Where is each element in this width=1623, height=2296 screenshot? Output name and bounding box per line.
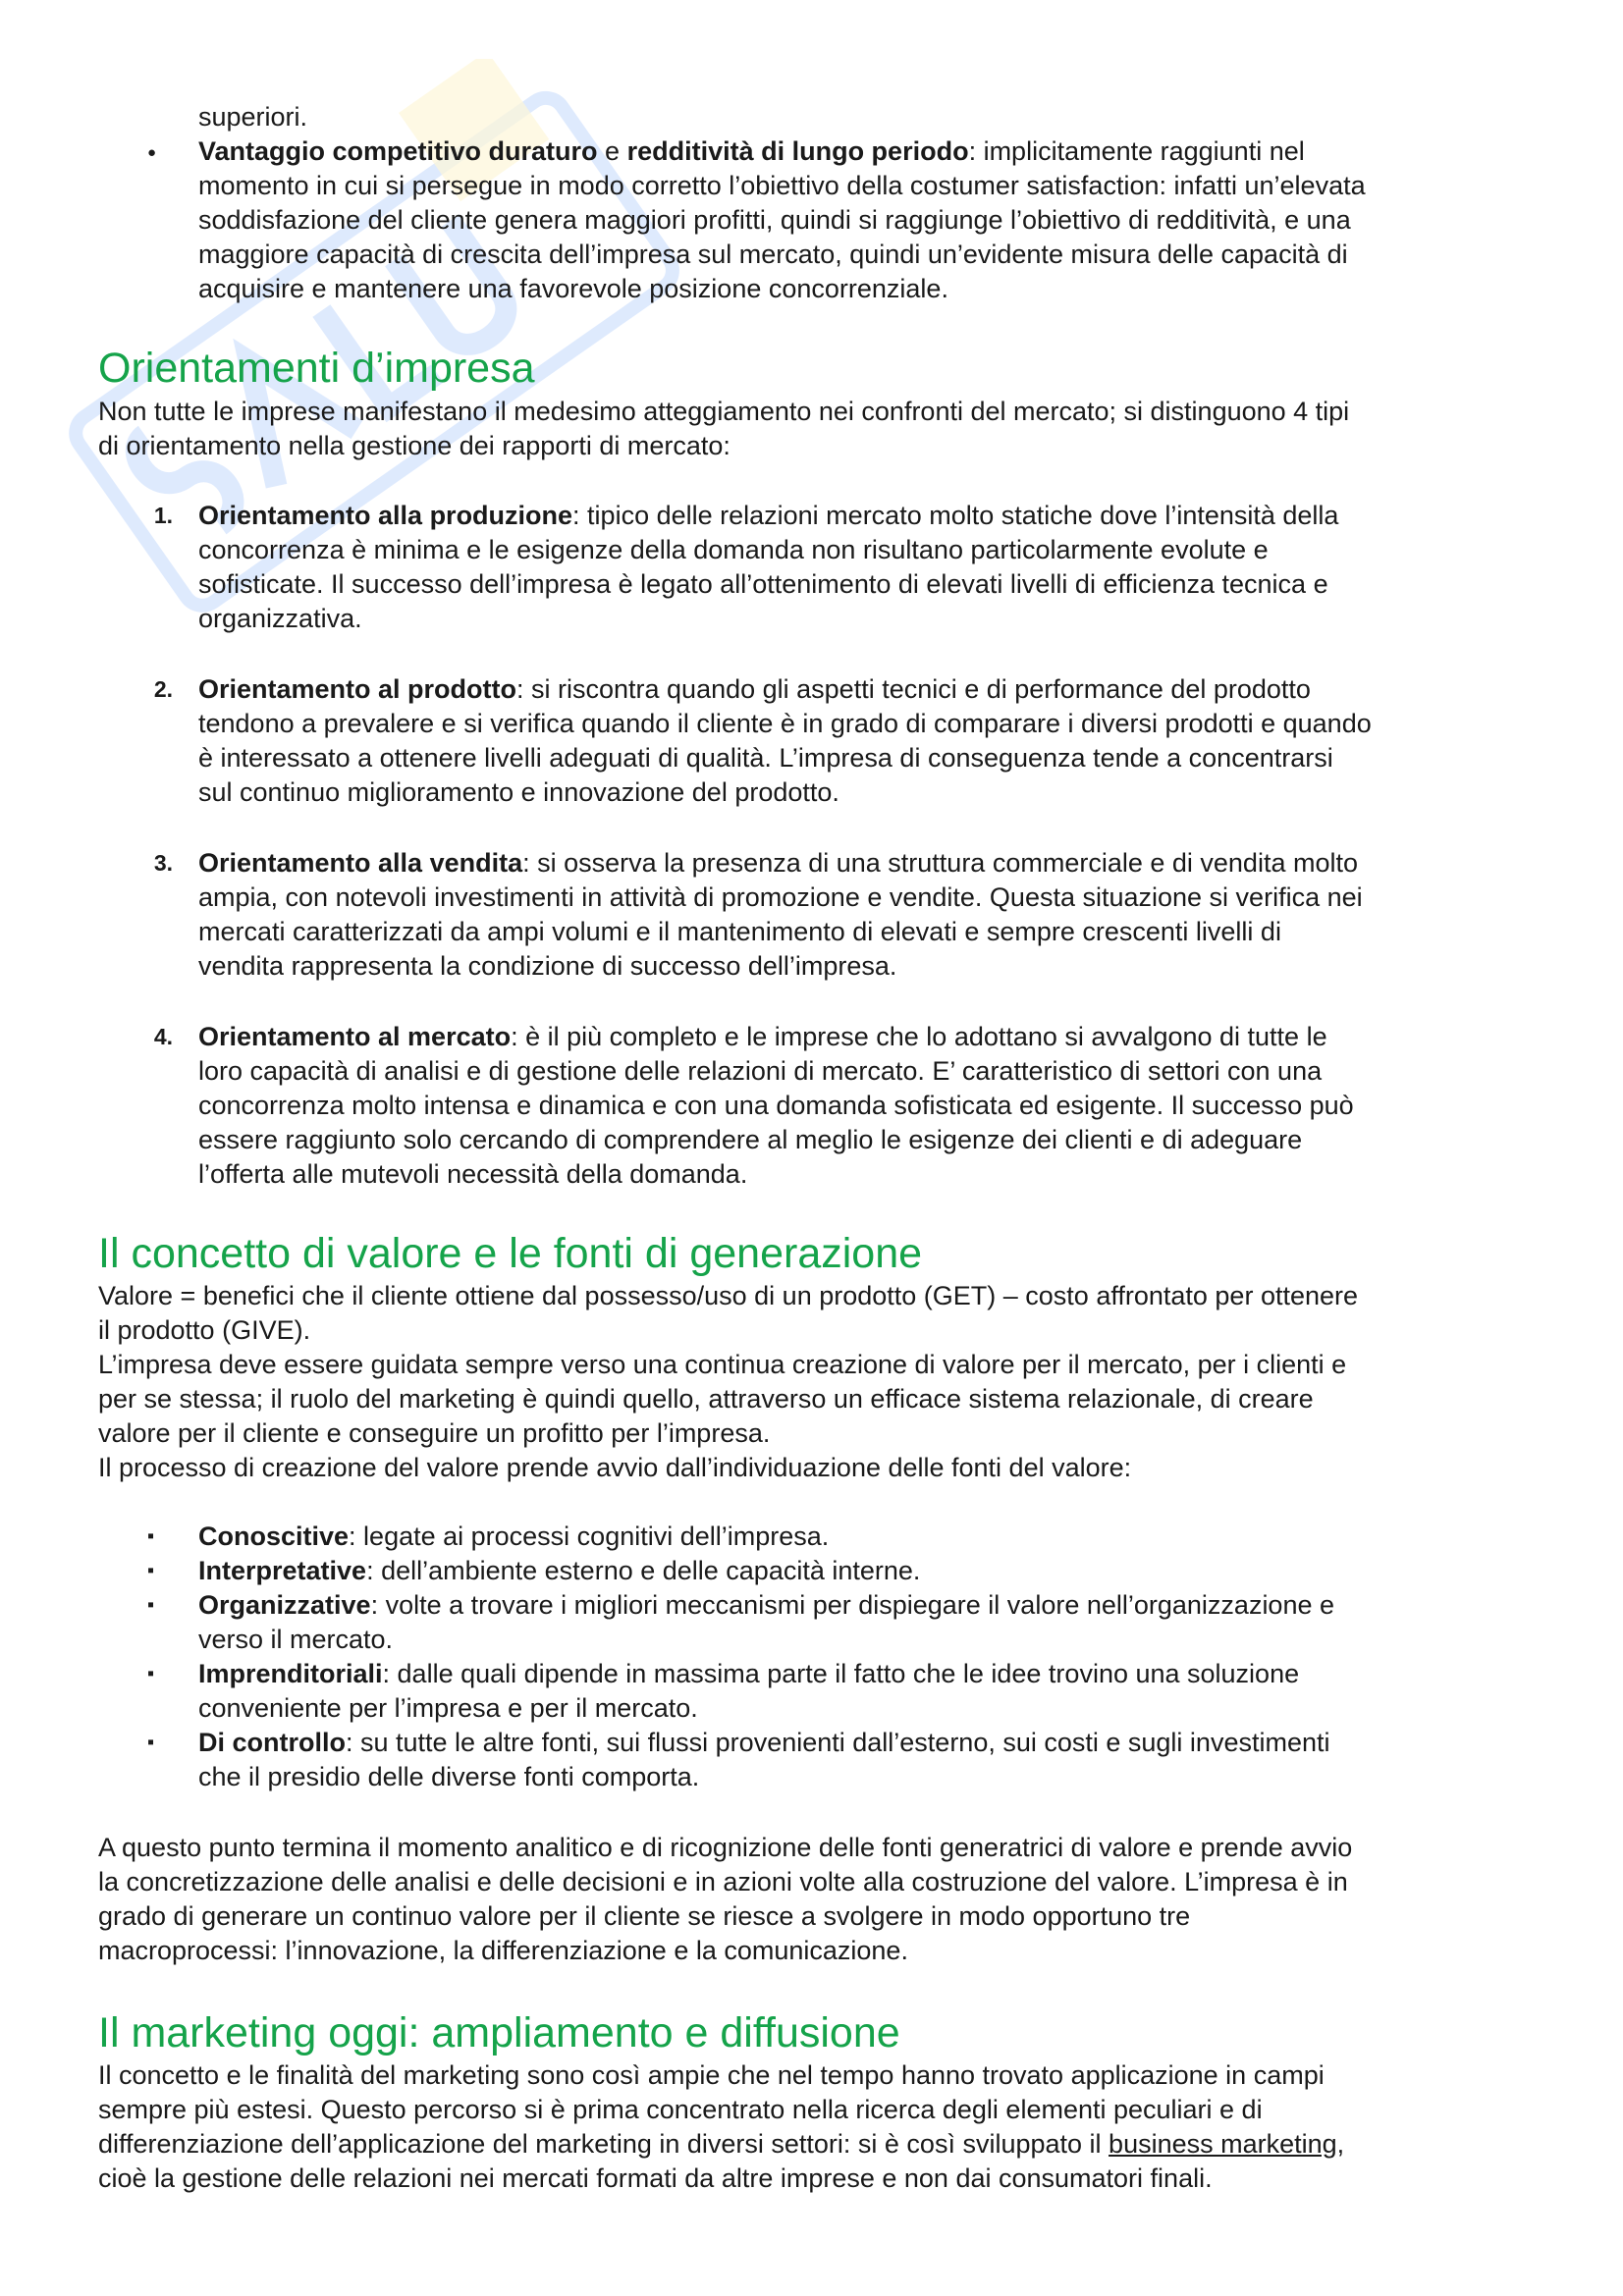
square-bullet: ▪ [147,1560,155,1581]
text-line: L’impresa deve essere guidata sempre verso una continua creazione di valore per il mercato, per i clienti e [98,1350,1347,1379]
bold-term: redditività di lungo periodo [626,136,969,166]
text-line: sempre più estesi. Questo percorso si è prima concentrato nella ricerca degli elementi peculiari e di [98,2095,1263,2124]
list-item [198,1020,1327,1054]
square-bullet: ▪ [147,1663,155,1684]
text-line: mercati caratterizzati da ampi volumi e il mantenimento di elevati e sempre crescenti livelli di [198,917,1281,946]
list-item [198,1657,1299,1691]
text: , [1336,2129,1345,2159]
section-heading: Il marketing oggi: ampliamento e diffusione [98,2009,900,2056]
text: : legate ai processi cognitivi dell’impresa. [349,1522,830,1551]
text: : è il più completo e le imprese che lo adottano si avvalgono di tutte le [511,1022,1327,1051]
text-line: la concretizzazione delle analisi e delle decisioni e in azioni volte alla costruzione del valore. L’impresa è in [98,1867,1348,1896]
text-line: concorrenza molto intensa e dinamica e con una domanda sofisticata ed esigente. Il successo può [198,1091,1354,1120]
list-number: 4. [153,1024,173,1049]
text: : implicitamente raggiunti nel [968,136,1305,166]
bold-term: Orientamento alla produzione [198,501,573,530]
text-line: soddisfazione del cliente genera maggiori profitti, quindi si raggiunge l’obiettivo di redditività, e una [198,205,1351,235]
text-line: Il concetto e le finalità del marketing sono così ampie che nel tempo hanno trovato applicazione in campi [98,2060,1325,2090]
list-item [198,672,1311,707]
bold-term: Orientamento al prodotto [198,674,516,704]
square-bullet: ▪ [147,1594,155,1616]
text: : tipico delle relazioni mercato molto statiche dove l’intensità della [572,501,1339,530]
list-item [198,1726,1329,1760]
round-bullet: ● [147,144,157,161]
bold-term: Imprenditoriali [198,1659,383,1688]
text: : si riscontra quando gli aspetti tecnici e di performance del prodotto [516,674,1311,704]
list-item [198,134,1305,169]
list-item [198,1520,829,1554]
text-line: conveniente per l’impresa e per il mercato. [198,1693,698,1723]
text-line: Valore = benefici che il cliente ottiene dal possesso/uso di un prodotto (GET) – costo affrontato per ottenere [98,1281,1359,1310]
list-item [198,846,1358,881]
text-line [98,2127,1344,2162]
bold-term: Orientamento al mercato [198,1022,512,1051]
text-line: sofisticate. Il successo dell’impresa è legato all’ottenimento di elevati livelli di efficienza tecnica e [198,569,1328,599]
text-line: sul continuo miglioramento e innovazione del prodotto. [198,777,839,807]
text: : su tutte le altre fonti, sui flussi provenienti dall’esterno, sui costi e sugli investimenti [346,1728,1330,1757]
text-line: vendita rappresenta la condizione di successo dell’impresa. [198,951,897,981]
text-line: per se stessa; il ruolo del marketing è quindi quello, attraverso un efficace sistema relazionale, di creare [98,1384,1314,1414]
text-line: di orientamento nella gestione dei rapporti di mercato: [98,431,730,460]
text-line: momento in cui si persegue in modo corretto l’obiettivo della costumer satisfaction: infatti un’elevata [198,171,1366,200]
text-line: verso il mercato. [198,1625,394,1654]
text-line: ampia, con notevoli investimenti in attività di promozione e vendite. Questa situazione si verifica nei [198,882,1363,912]
section-heading: Orientamenti d’impresa [98,345,535,392]
text-line: essere raggiunto solo cercando di comprendere al meglio le esigenze dei clienti e di adeguare [198,1125,1303,1154]
text-line: che il presidio delle diverse fonti comporta. [198,1762,700,1791]
continuation-line: superiori. [198,102,308,132]
bold-term: Vantaggio competitivo duraturo [198,136,598,166]
text-line: grado di generare un continuo valore per il cliente se riesce a svolgere in modo opportuno tre [98,1901,1191,1931]
text: differenziazione dell’applicazione del marketing in diversi settori: si è così sviluppato il [98,2129,1109,2159]
list-number: 3. [153,850,173,876]
list-number: 1. [153,503,173,528]
text-line: concorrenza è minima e le esigenze della domanda non risultano particolarmente evolute e [198,535,1269,564]
square-bullet: ▪ [147,1525,155,1547]
text-line: l’offerta alle mutevoli necessità della domanda. [198,1159,748,1189]
text: : dalle quali dipende in massima parte il fatto che le idee trovino una soluzione [382,1659,1300,1688]
square-bullet: ▪ [147,1732,155,1753]
text-line: è interessato a ottenere livelli adeguati di qualità. L’impresa di conseguenza tende a concentrarsi [198,743,1333,773]
text-line: Non tutte le imprese manifestano il medesimo atteggiamento nei confronti del mercato; si distinguono 4 tipi [98,397,1350,426]
business-marketing-link[interactable]: business marketing [1109,2129,1337,2159]
text-line: cioè la gestione delle relazioni nei mercati formati da altre imprese e non dai consumatori finali. [98,2163,1213,2193]
list-item [198,1554,920,1588]
section-heading: Il concetto di valore e le fonti di generazione [98,1230,923,1277]
text-line: maggiore capacità di crescita dell’impresa sul mercato, quindi un’evidente misura delle capacità di [198,240,1348,269]
text-line: acquisire e mantenere una favorevole posizione concorrenziale. [198,274,948,303]
text-line: loro capacità di analisi e di gestione delle relazioni di mercato. E’ caratteristico di settori con una [198,1056,1323,1086]
bold-term: Di controllo [198,1728,346,1757]
text: : volte a trovare i migliori meccanismi per dispiegare il valore nell’organizzazione e [370,1590,1335,1620]
text-line: valore per il cliente e conseguire un profitto per l’impresa. [98,1418,771,1448]
text-line: il prodotto (GIVE). [98,1315,311,1345]
text-line: A questo punto termina il momento analitico e di ricognizione delle fonti generatrici di valore e prende avvio [98,1833,1353,1862]
text-line: tendono a prevalere e si verifica quando il cliente è in grado di comparare i diversi prodotti e quando [198,709,1372,738]
bold-term: Orientamento alla vendita [198,848,523,878]
text-line: Il processo di creazione del valore prende avvio dall’individuazione delle fonti del valore: [98,1453,1132,1482]
bold-term: Interpretative [198,1556,367,1585]
text: e [597,136,627,166]
bold-term: Conoscitive [198,1522,350,1551]
text-line: organizzativa. [198,604,362,633]
list-number: 2. [153,676,173,702]
list-item [198,1588,1334,1623]
bold-term: Organizzative [198,1590,371,1620]
text: : dell’ambiente esterno e delle capacità interne. [366,1556,921,1585]
text-line: macroprocessi: l’innovazione, la differenziazione e la comunicazione. [98,1936,908,1965]
list-item [198,499,1338,533]
text: : si osserva la presenza di una struttura commerciale e di vendita molto [522,848,1358,878]
